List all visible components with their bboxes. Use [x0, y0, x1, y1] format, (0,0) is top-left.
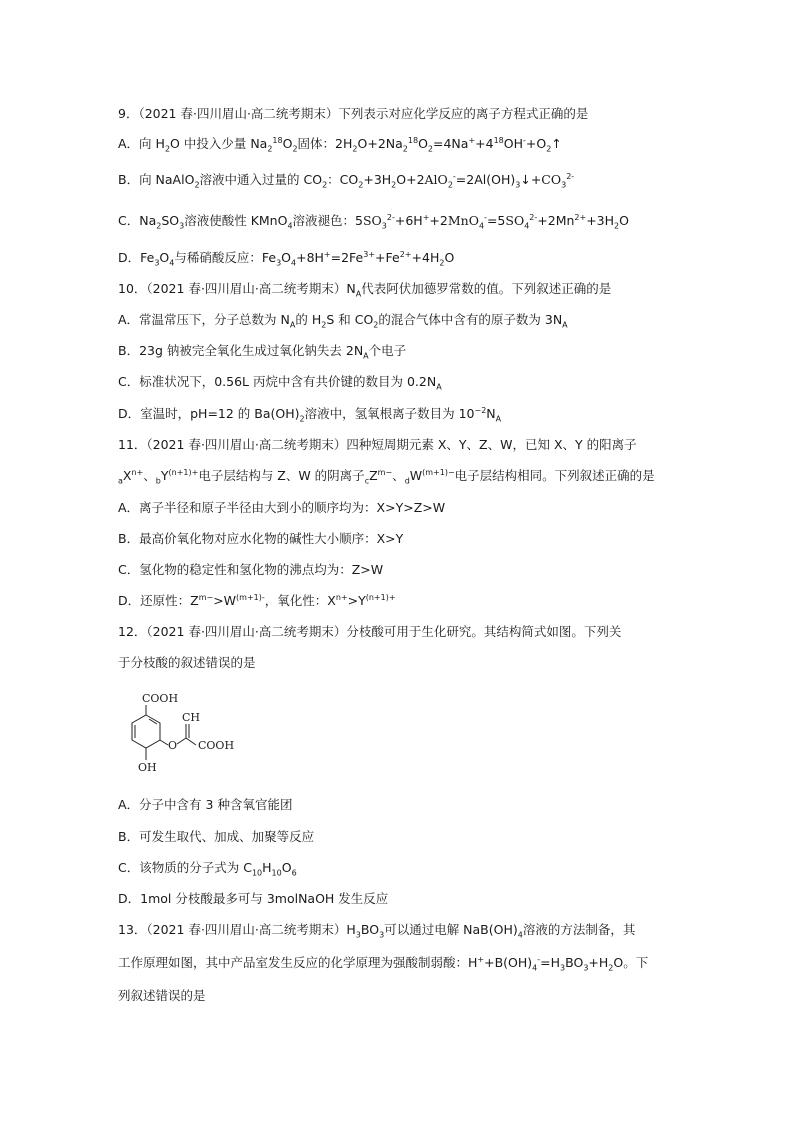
q9-stem: 9．（2021 春·四川眉山·高二统考期末）下列表示对应化学反应的离子方程式正确的是 [118, 106, 589, 121]
q12-option-a: A．分子中含有 3 种含氧官能团 [118, 797, 293, 812]
q9-option-b: B．向 NaAlO$_2$溶液中通入过量的 $CO_2$：$CO_2+3H_2O+2AlO_2^-=2Al(OH)_3↓+CO_3^{2-}$ [118, 171, 575, 190]
q11-option-b: B．最高价氧化物对应水化物的碱性大小顺序：X>Y [118, 531, 404, 546]
q12-stem-line2: 于分枝酸的叙述错误的是 [118, 655, 256, 670]
fig-ring [132, 715, 160, 748]
q9-option-a: A．向 $H_2O$ 中投入少量 $Na_2^{18}O_2$固体：$2H_2O+2Na_2^{18}O_2=4Na^++4^{18}OH^-+O_2↑$ [118, 135, 562, 154]
q12-option-b: B．可发生取代、加成、加聚等反应 [118, 829, 315, 844]
q10-option-a: A．常温常压下，分子总数为 $N_A$的 $H_2S$ 和 $CO_2$的混合气体中含有的原子数为 $3N_A$ [118, 312, 568, 330]
fig-bond [177, 738, 186, 744]
fig-bond [186, 738, 196, 745]
q11-stem: 11．（2021 春·四川眉山·高二统考期末）四种短周期元素 X、Y、Z、W，已知 X、Y 的阳离子 [118, 437, 637, 452]
q13-stem-line3: 列叙述错误的是 [118, 988, 206, 1003]
q12-option-c: C．该物质的分子式为 $C_{10}H_{10}O_6$ [118, 860, 297, 878]
q9-option-c: C．$Na_2SO_3$溶液使酸性 KMnO$_4$溶液褪色：$5SO_3^{2-}+6H^++2MnO_4^-=5SO_4^{2-}+2Mn^{2+}+3H_2O$ [118, 212, 629, 231]
q12-stem: 12．（2021 春·四川眉山·高二统考期末）分枝酸可用于生化研究。其结构简式如图。下列关 [118, 624, 622, 639]
q12-option-d: D．1mol 分枝酸最多可与 3molNaOH 发生反应 [118, 891, 389, 906]
q13-stem-line2: 工作原理如图，其中产品室发生反应的化学原理为强酸制弱酸：$H^++B(OH)_4^-=H_3BO_3+H_2O$。下 [118, 954, 649, 973]
fig-label-o: O [168, 739, 178, 752]
q9-option-d: D．$Fe_3O_4$与稀硝酸反应：$Fe_3O_4+8H^+=2Fe^{3+}+Fe^{2+}+4H_2O$ [118, 249, 455, 268]
q13-stem: 13．（2021 春·四川眉山·高二统考期末）$H_3BO_3$可以通过电解 $NaB(OH)_4$溶液的方法制备，其 [118, 922, 636, 940]
q11-option-d: D．还原性：$Z^{m-}>W^{(m+1)-}$，氧化性：$X^{n+}>Y^{(n+1)+}$ [118, 592, 396, 608]
fig-label-ch2: CH [182, 711, 201, 724]
q10-option-d: D．室温时，pH=12 的 $Ba(OH)_2$溶液中，氢氧根离子数目为 $10^{-2}N_A$ [118, 405, 502, 424]
fig-label-oh: OH [138, 761, 157, 774]
q11-option-c: C．氢化物的稳定性和氢化物的沸点均为：Z>W [118, 562, 384, 577]
chorismic-acid-structure-figure [118, 688, 258, 776]
fig-double-bond [149, 719, 157, 724]
q11-stem-line2: $_aX^{n+}$、$_bY^{(n+1)+}$电子层结构与 Z、W 的阴离子$_cZ^{m-}$、$_dW^{(m+1)-}$电子层结构相同。下列叙述正确的是 [118, 467, 655, 486]
q10-option-b: B．23g 钠被完全氧化生成过氧化钠失去 $2N_A$个电子 [118, 343, 407, 361]
fig-bond [160, 740, 168, 745]
q10-stem: 10．（2021 春·四川眉山·高二统考期末）$N_A$代表阿伏加德罗常数的值。下列叙述正确的是 [118, 281, 612, 299]
q10-option-c: C．标准状况下，0.56L 丙烷中含有共价键的数目为 $0.2N_A$ [118, 374, 442, 392]
fig-label-cooh-top: COOH [142, 692, 179, 705]
q11-option-a: A．离子半径和原子半径由大到小的顺序均为：X>Y>Z>W [118, 500, 446, 515]
fig-label-cooh-right: COOH [198, 739, 235, 752]
